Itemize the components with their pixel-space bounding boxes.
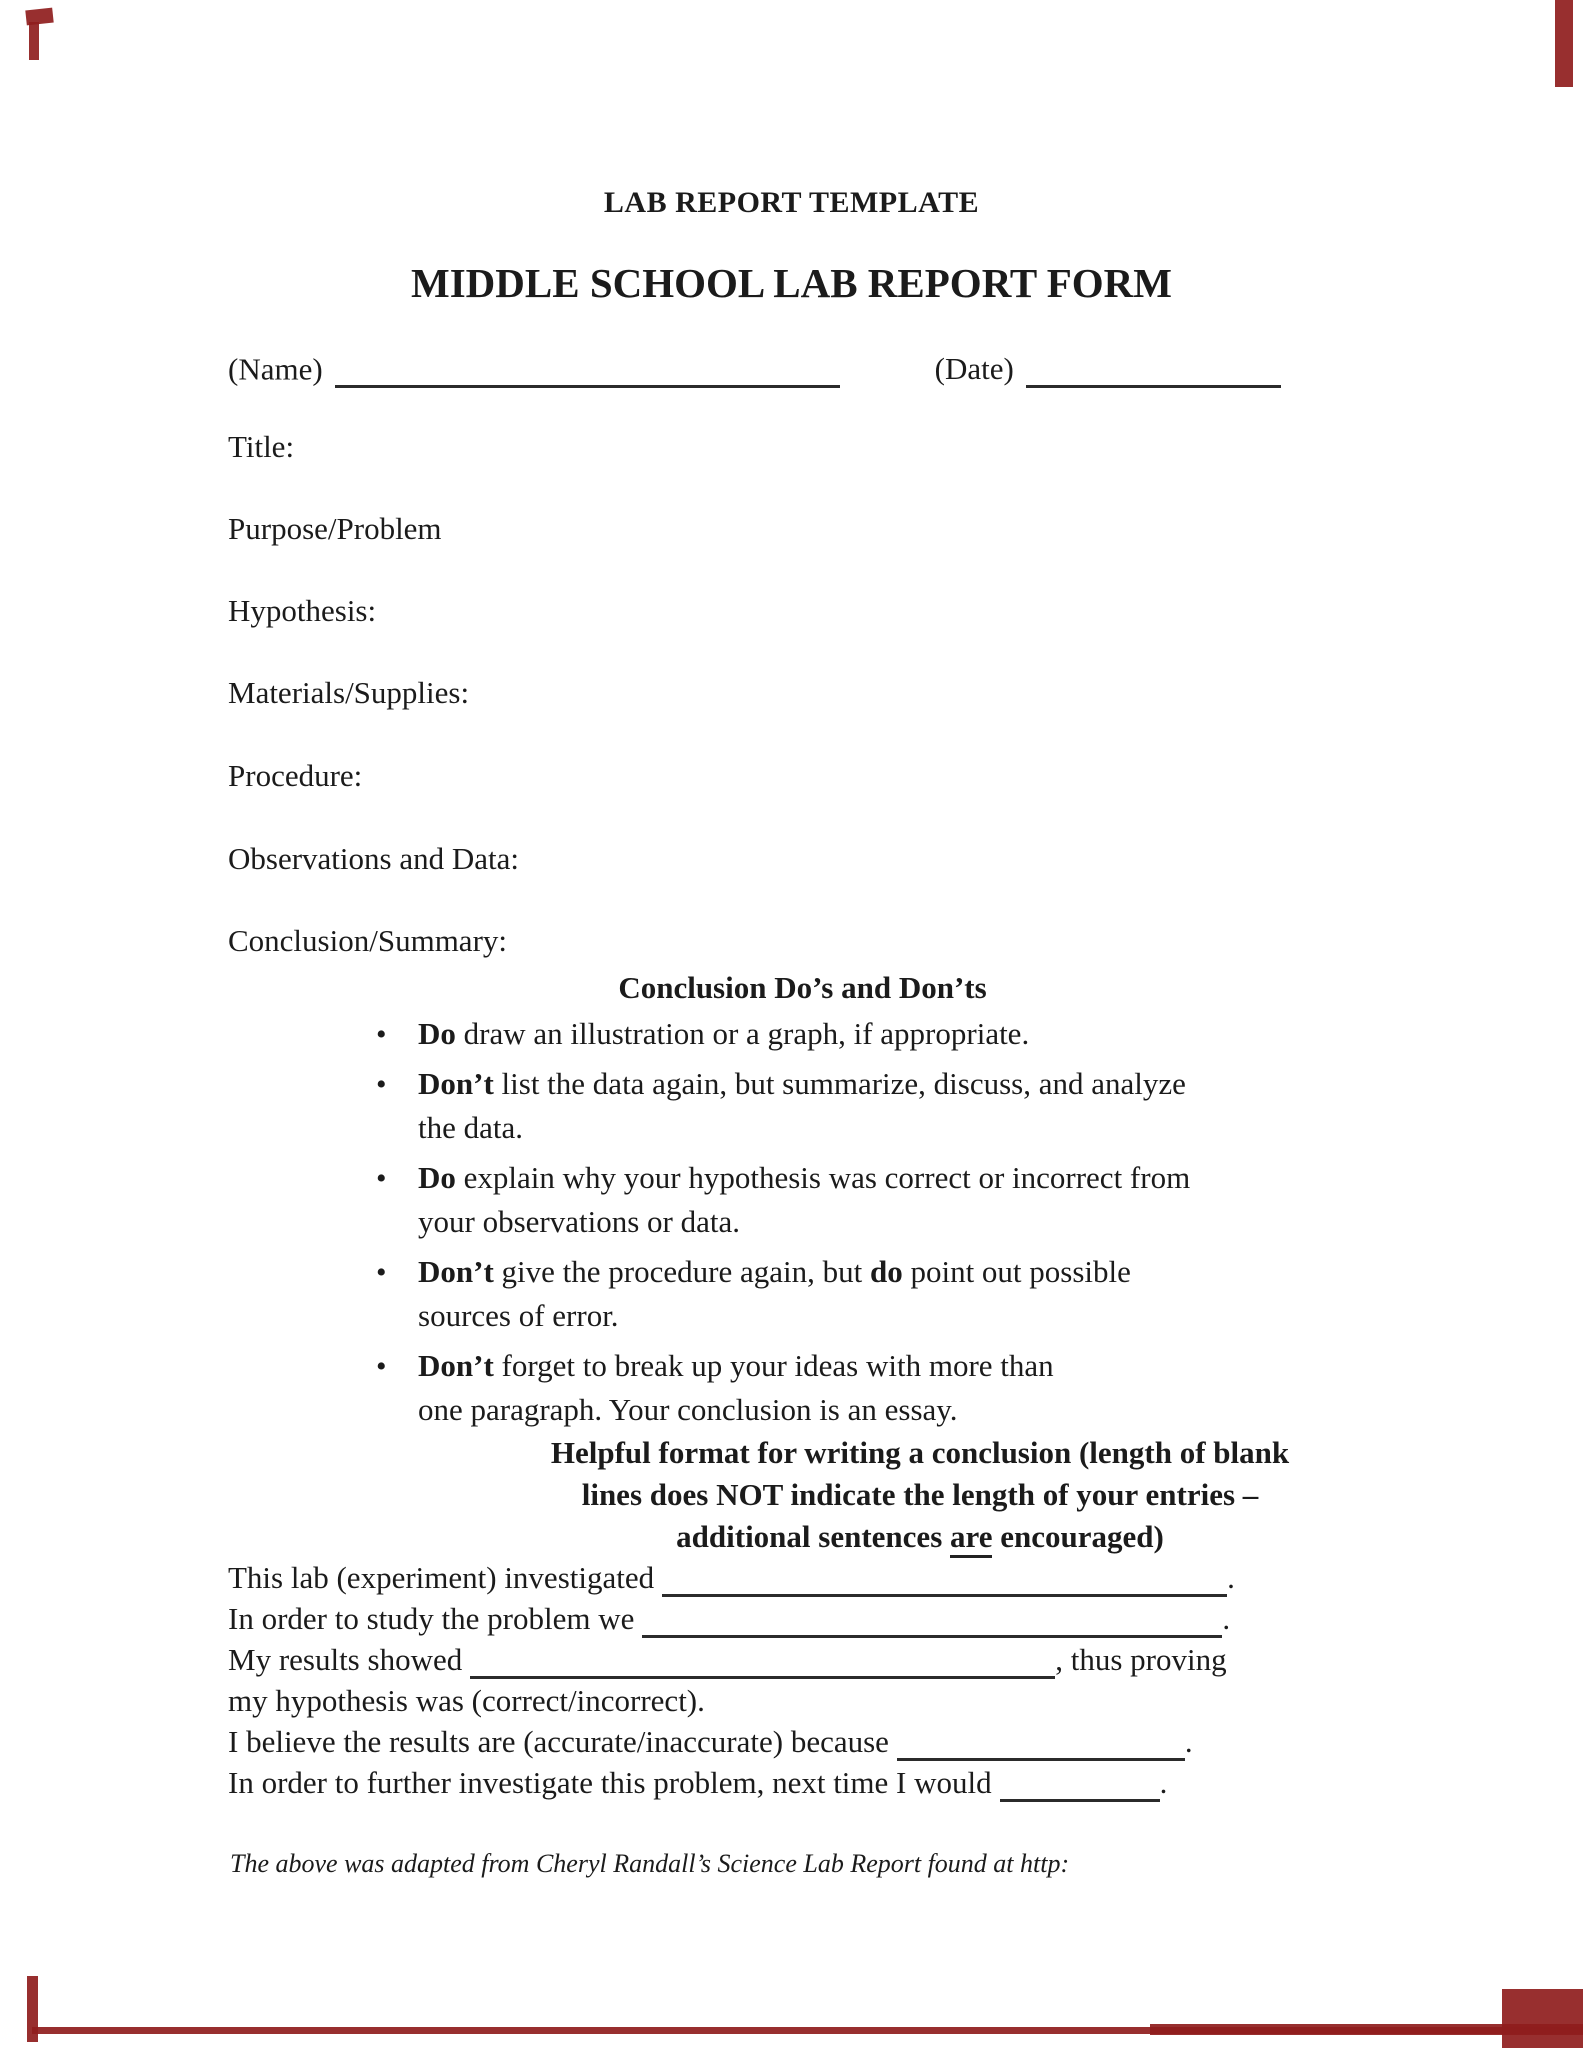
blank-line [897,1724,1185,1761]
bullet-item: • Do explain why your hypothesis was correct or incorrect from your observations or data. [418,1156,1338,1244]
blank-line [470,1642,1055,1679]
conclusion-fill-in-block [228,1557,1358,1803]
fill-line-further-investigate: In order to further investigate this problem, next time I would . [228,1765,1168,1800]
bullet-item: • Don’t forget to break up your ideas with more than one paragraph. Your conclusion is an essay. [418,1344,1158,1432]
name-date-row [228,351,1281,387]
blank-line [662,1560,1227,1597]
document-kicker: LAB REPORT TEMPLATE [603,186,980,219]
fill-line-hypothesis-was: my hypothesis was (correct/incorrect). [228,1683,705,1718]
section-label-materials: Materials/Supplies: [228,675,470,710]
helpful-line-3-before: additional sentences [676,1519,951,1554]
name-blank-line [335,351,840,388]
footer-credit: The above was adapted from Cheryl Randall’s Science Lab Report found at http: [230,1849,1070,1878]
bullet-item: • Do draw an illustration or a graph, if appropriate. [418,1012,1338,1056]
helpful-line-3-after: encouraged) [992,1519,1164,1554]
date-label: (Date) [934,351,1014,387]
helpful-line-1: Helpful format for writing a conclusion (length of blank [550,1435,1290,1470]
helpful-line-3-underlined: are [950,1519,992,1558]
dos-donts-list [418,1012,1343,1438]
document-title: MIDDLE SCHOOL LAB REPORT FORM [411,260,1172,306]
date-blank-line [1026,351,1281,388]
section-label-conclusion: Conclusion/Summary: [228,923,507,958]
section-label-procedure: Procedure: [228,758,363,793]
helpful-line-2: lines does NOT indicate the length of your entries – [581,1477,1259,1512]
section-label-observations: Observations and Data: [228,841,519,876]
fill-line-study-problem: In order to study the problem we . [228,1601,1231,1636]
helpful-format-heading [460,1432,1380,1558]
fill-line-believe-results: I believe the results are (accurate/inaccurate) because . [228,1724,1193,1759]
blank-line [642,1601,1222,1638]
name-label: (Name) [228,351,323,387]
fill-line-results-showed: My results showed , thus proving [228,1642,1227,1677]
red-edge-mark-top-left-b [29,22,39,60]
section-label-hypothesis: Hypothesis: [228,593,377,628]
dos-donts-heading: Conclusion Do’s and Don’ts [618,970,987,1005]
bullet-item: • Don’t give the procedure again, but do point out possible sources of error. [418,1250,1338,1338]
fill-line-investigated: This lab (experiment) investigated . [228,1560,1235,1595]
helpful-line-3 [460,1516,1380,1558]
bullet-item: • Don’t list the data again, but summarize, discuss, and analyze the data. [418,1062,1338,1150]
blank-line [1000,1765,1160,1802]
section-label-purpose: Purpose/Problem [228,511,442,546]
red-edge-mark-bottom-right [1502,1989,1583,2048]
section-label-title: Title: [228,429,295,464]
red-edge-mark-top-right [1555,0,1573,87]
